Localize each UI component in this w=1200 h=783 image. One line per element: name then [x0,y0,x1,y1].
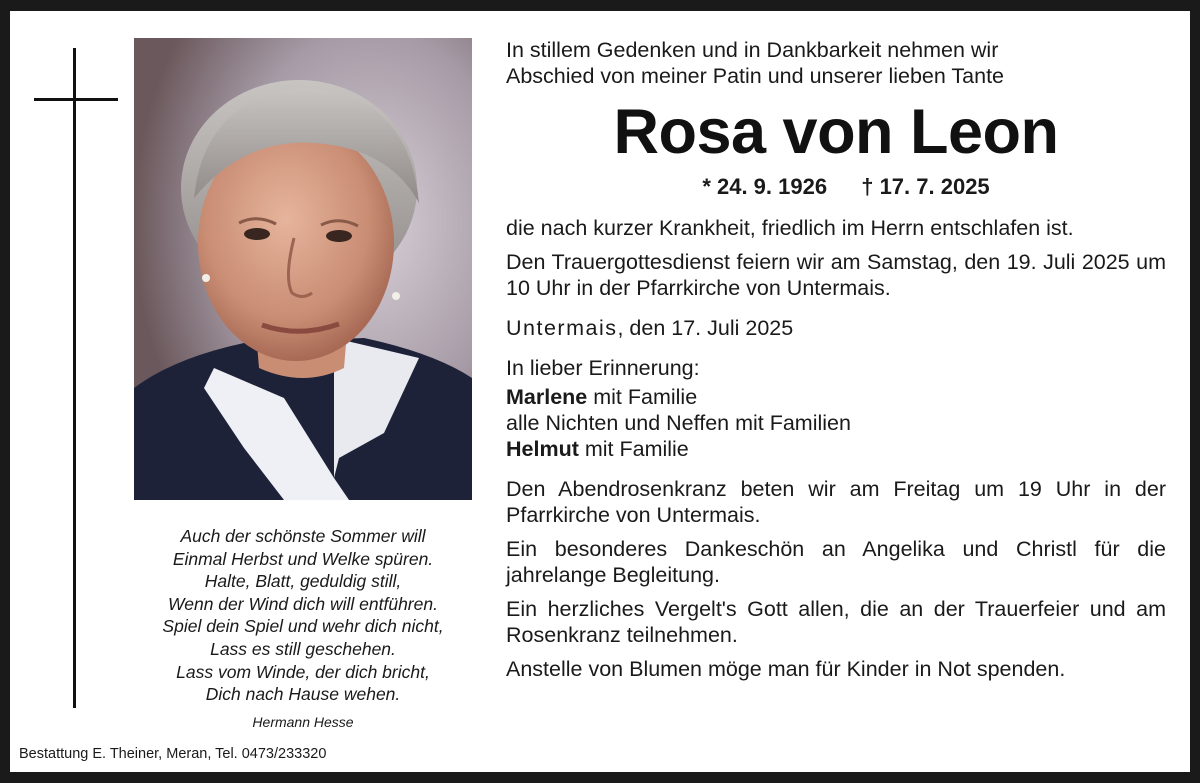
poem-line: Lass es still geschehen. [210,638,396,659]
cross-icon [73,48,76,708]
poem-line: Halte, Blatt, geduldig still, [204,571,402,592]
family-entry [506,384,1166,410]
announcement-text [506,37,1166,682]
birth-date: * 24. 9. 1926 [702,174,828,199]
life-dates [506,173,1166,201]
family-suffix: alle Nichten und Neffen mit Familien [506,411,851,435]
passing-paragraph: die nach kurzer Krankheit, friedlich im Herrn entschlafen ist. [506,216,1074,240]
deceased-name: Rosa von Leon [613,97,1059,167]
intro-line: In stillem Gedenken und in Dankbarkeit nehmen wir [506,38,999,62]
date: , den 17. Juli 2025 [617,316,794,340]
poem-line: Einmal Herbst und Welke spüren. [172,548,434,569]
gratitude-paragraph: Ein herzliches Vergelt's Gott allen, die an der Trauerfeier und am Rosenkranz teilnehmen. [506,597,1166,647]
thanks-paragraph: Ein besonderes Dankeschön an Angelika und Christl für die jahrelange Begleitung. [506,537,1166,587]
portrait-photo [134,38,472,500]
service-paragraph: Den Trauergottesdienst feiern wir am Samstag, den 19. Juli 2025 um 10 Uhr in der Pfarrkirche von Untermais. [506,250,1166,300]
family-name: Helmut [506,437,579,461]
poem-author: Hermann Hesse [252,714,354,730]
flowers-paragraph: Anstelle von Blumen möge man für Kinder in Not spenden. [506,657,1066,681]
poem-line: Wenn der Wind dich will entführen. [168,593,438,614]
obituary-notice [10,11,1190,772]
place: Untermais [506,316,618,340]
family-suffix: mit Familie [587,385,698,409]
poem-line: Lass vom Winde, der dich bricht, [176,661,430,682]
intro-line: Abschied von meiner Patin und unserer lieben Tante [506,64,1005,88]
family-entry [506,410,1166,436]
family-suffix: mit Familie [578,437,689,461]
intro [506,37,1166,89]
family-list [506,384,1166,462]
poem-line: Auch der schönste Sommer will [180,526,426,546]
family-entry [506,436,1166,462]
poem-line: Spiel dein Spiel und wehr dich nicht, [162,616,444,637]
rosary-paragraph: Den Abendrosenkranz beten wir am Freitag um 19 Uhr in der Pfarrkirche von Untermais. [506,477,1166,527]
cross-icon-bar [34,98,118,101]
place-and-date [506,315,1166,341]
family-name: Marlene [506,385,588,409]
death-date: † 17. 7. 2025 [861,174,990,199]
poem [120,525,486,706]
memory-title: In lieber Erinnerung: [506,356,700,380]
funeral-home-contact: Bestattung E. Theiner, Meran, Tel. 0473/233320 [19,746,327,762]
poem-line: Dich nach Hause wehen. [205,684,401,705]
